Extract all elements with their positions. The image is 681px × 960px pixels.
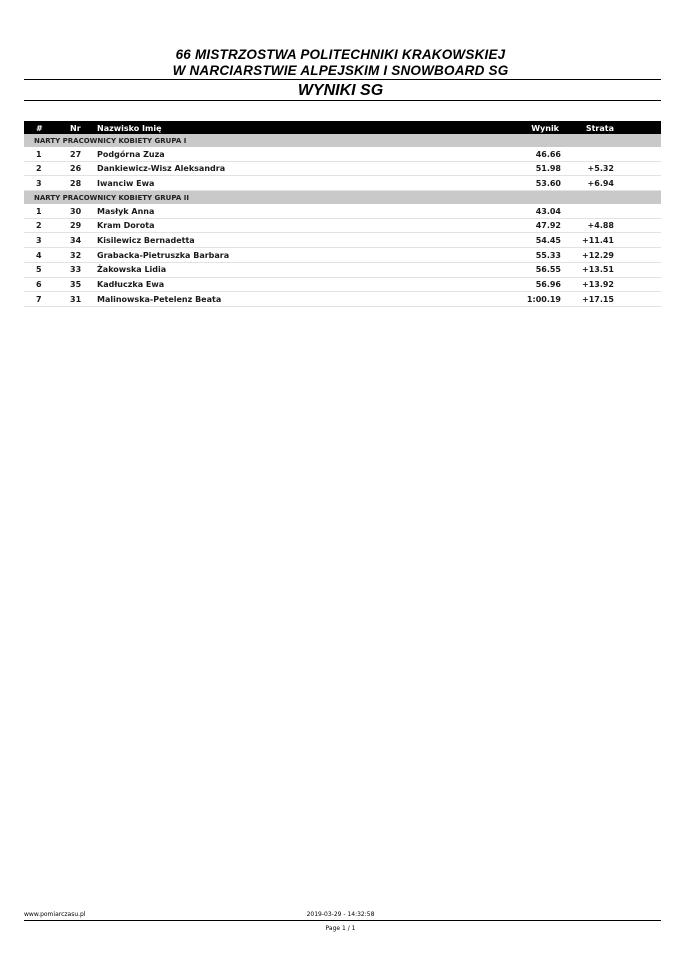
cell-name: Iwanciw Ewa xyxy=(97,178,155,188)
cell-nr: 30 xyxy=(70,206,82,216)
cell-nr: 29 xyxy=(70,221,82,231)
cell-rank: 7 xyxy=(36,294,42,304)
cell-gap: +5.32 xyxy=(587,164,614,174)
cell-gap: +17.15 xyxy=(581,294,614,304)
cell-name: Kadłuczka Ewa xyxy=(97,280,165,289)
cell-nr: 28 xyxy=(70,178,82,188)
cell-rank: 2 xyxy=(36,221,42,231)
cell-gap: +4.88 xyxy=(587,221,614,231)
cell-name: Kram Dorota xyxy=(97,221,155,231)
table-row xyxy=(24,263,661,278)
footer-page-number: Page 1 / 1 xyxy=(325,925,356,932)
cell-rank: 4 xyxy=(36,250,42,260)
cell-result: 47.92 xyxy=(535,221,561,231)
cell-name: Kisilewicz Bernadetta xyxy=(97,235,195,245)
cell-result: 54.45 xyxy=(535,235,561,245)
table-row xyxy=(24,219,661,234)
cell-rank: 1 xyxy=(36,149,42,159)
cell-name: Grabacka-Pietruszka Barbara xyxy=(97,250,230,260)
table-row xyxy=(24,162,661,177)
cell-result: 53.60 xyxy=(535,178,561,188)
cell-gap: +13.92 xyxy=(581,280,614,289)
cell-gap: +12.29 xyxy=(581,250,614,260)
cell-gap: +11.41 xyxy=(581,235,614,245)
group-label: NARTY PRACOWNICY KOBIETY GRUPA I xyxy=(34,136,187,145)
cell-result: 51.98 xyxy=(535,164,561,174)
title-divider-bottom xyxy=(24,100,661,101)
table-row xyxy=(24,233,661,248)
cell-rank: 5 xyxy=(36,265,42,275)
table-row xyxy=(24,176,661,191)
table-row xyxy=(24,204,661,219)
group-header xyxy=(24,134,661,147)
page-title-line-2: W NARCIARSTWIE ALPEJSKIM I SNOWBOARD SG xyxy=(172,63,509,78)
cell-name: Żakowska Lidia xyxy=(97,265,167,275)
page-title-line-1: 66 MISTRZOSTWA POLITECHNIKI KRAKOWSKIEJ xyxy=(175,47,506,62)
cell-nr: 34 xyxy=(70,235,82,245)
cell-gap: +13.51 xyxy=(581,265,614,275)
title-divider-top xyxy=(24,79,661,80)
cell-name: Malinowska-Petelenz Beata xyxy=(97,294,222,304)
cell-result: 56.96 xyxy=(535,280,561,289)
cell-rank: 3 xyxy=(36,178,42,188)
cell-nr: 33 xyxy=(70,265,82,275)
cell-result: 55.33 xyxy=(535,250,561,260)
page-subtitle: WYNIKI SG xyxy=(297,82,384,99)
table-row xyxy=(24,292,661,307)
cell-rank: 1 xyxy=(36,206,42,216)
column-header-gap: Strata xyxy=(585,123,614,133)
cell-result: 46.66 xyxy=(535,149,561,159)
table-row xyxy=(24,278,661,293)
results-table xyxy=(24,121,661,307)
footer-timestamp: 2019-03-29 - 14:32:58 xyxy=(306,911,375,918)
column-header-nr: Nr xyxy=(70,123,81,133)
footer-divider xyxy=(24,920,661,921)
cell-nr: 35 xyxy=(70,280,82,289)
footer-website: www.pomiarczasu.pl xyxy=(24,911,86,918)
cell-rank: 2 xyxy=(36,164,42,174)
column-header-result: Wynik xyxy=(531,123,559,133)
group-header xyxy=(24,191,661,204)
cell-gap: +6.94 xyxy=(587,178,614,188)
column-header-rank: # xyxy=(36,123,43,133)
cell-rank: 6 xyxy=(36,280,42,289)
table-row xyxy=(24,147,661,162)
cell-nr: 26 xyxy=(70,164,82,174)
cell-nr: 32 xyxy=(70,250,82,260)
column-header-name: Nazwisko Imię xyxy=(97,123,162,133)
cell-nr: 27 xyxy=(70,149,82,159)
cell-nr: 31 xyxy=(70,294,82,304)
cell-result: 43.04 xyxy=(535,206,561,216)
cell-result: 56.55 xyxy=(535,265,561,275)
cell-result: 1:00.19 xyxy=(526,294,561,304)
table-row xyxy=(24,248,661,263)
table-header xyxy=(24,121,661,134)
cell-name: Dankiewicz-Wisz Aleksandra xyxy=(97,164,226,174)
cell-name: Masłyk Anna xyxy=(97,206,155,216)
group-label: NARTY PRACOWNICY KOBIETY GRUPA II xyxy=(34,193,189,202)
cell-rank: 3 xyxy=(36,235,42,245)
cell-name: Podgórna Zuza xyxy=(97,149,165,159)
